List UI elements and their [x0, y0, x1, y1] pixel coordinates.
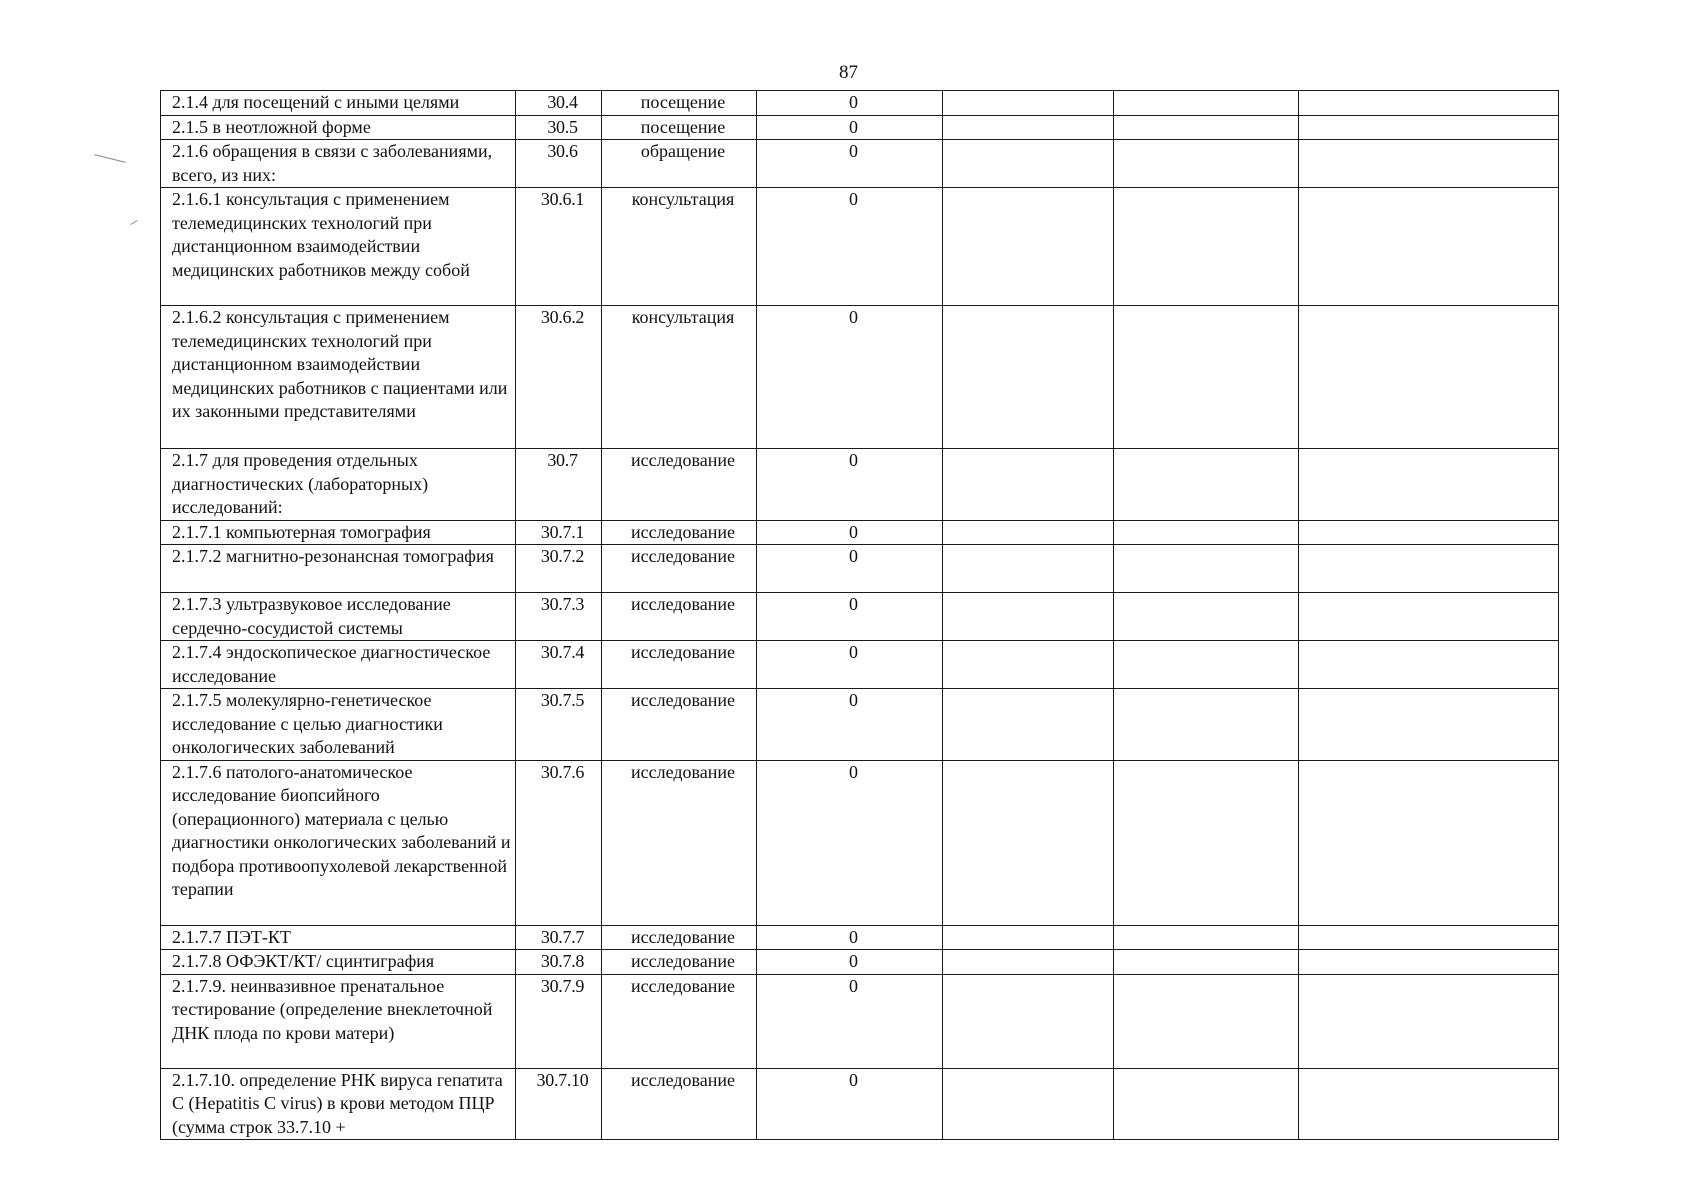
- row-unit-cell: исследование: [602, 593, 757, 641]
- row-unit-cell: исследование: [602, 950, 757, 975]
- empty-cell: [1299, 140, 1559, 188]
- row-value-cell: 0: [757, 449, 943, 521]
- row-value-cell: 0: [757, 520, 943, 545]
- scan-artifact-mark: [130, 220, 137, 225]
- empty-cell: [1299, 1068, 1559, 1140]
- row-code-cell: 30.7.7: [516, 925, 602, 950]
- row-name-cell: 2.1.7.7 ПЭТ-КТ: [161, 925, 516, 950]
- row-code-cell: 30.7.9: [516, 974, 602, 1068]
- empty-cell: [1114, 140, 1299, 188]
- row-unit-cell: исследование: [602, 545, 757, 593]
- empty-cell: [943, 1068, 1114, 1140]
- empty-cell: [1114, 593, 1299, 641]
- empty-cell: [1299, 925, 1559, 950]
- empty-cell: [1299, 545, 1559, 593]
- row-name-cell: 2.1.7.3 ультразвуковое исследование сердечно-сосудистой системы: [161, 593, 516, 641]
- row-value-cell: 0: [757, 925, 943, 950]
- row-code-cell: 30.7.4: [516, 641, 602, 689]
- row-unit-cell: консультация: [602, 188, 757, 306]
- empty-cell: [1114, 545, 1299, 593]
- row-name-cell: 2.1.7.1 компьютерная томография: [161, 520, 516, 545]
- row-value-cell: 0: [757, 188, 943, 306]
- empty-cell: [1114, 950, 1299, 975]
- row-code-cell: 30.4: [516, 91, 602, 116]
- empty-cell: [1114, 306, 1299, 449]
- row-name-cell: 2.1.6.2 консультация с применением телемедицинских технологий при дистанционном взаимодействии медицинских работников с пациентами или их законными представителями: [161, 306, 516, 449]
- row-name-cell: 2.1.6.1 консультация с применением телемедицинских технологий при дистанционном взаимодействии медицинских работников между собой: [161, 188, 516, 306]
- table-row: [161, 760, 1559, 925]
- row-value-cell: 0: [757, 91, 943, 116]
- table-row: [161, 140, 1559, 188]
- row-unit-cell: посещение: [602, 115, 757, 140]
- row-code-cell: 30.5: [516, 115, 602, 140]
- row-name-cell: 2.1.7.9. неинвазивное пренатальное тестирование (определение внеклеточной ДНК плода по крови матери): [161, 974, 516, 1068]
- empty-cell: [1114, 1068, 1299, 1140]
- empty-cell: [943, 974, 1114, 1068]
- row-unit-cell: исследование: [602, 641, 757, 689]
- row-unit-cell: исследование: [602, 449, 757, 521]
- empty-cell: [943, 760, 1114, 925]
- table-row: [161, 950, 1559, 975]
- empty-cell: [1299, 115, 1559, 140]
- empty-cell: [1299, 449, 1559, 521]
- empty-cell: [943, 950, 1114, 975]
- scan-artifact-mark: [94, 154, 125, 163]
- empty-cell: [943, 689, 1114, 761]
- empty-cell: [1114, 520, 1299, 545]
- row-unit-cell: исследование: [602, 1068, 757, 1140]
- row-value-cell: 0: [757, 545, 943, 593]
- empty-cell: [1299, 689, 1559, 761]
- table-row: [161, 115, 1559, 140]
- row-name-cell: 2.1.7.5 молекулярно-генетическое исследование с целью диагностики онкологических заболеваний: [161, 689, 516, 761]
- empty-cell: [1299, 760, 1559, 925]
- empty-cell: [943, 115, 1114, 140]
- row-value-cell: 0: [757, 950, 943, 975]
- empty-cell: [1299, 188, 1559, 306]
- empty-cell: [1114, 641, 1299, 689]
- row-name-cell: 2.1.7.8 ОФЭКТ/КТ/ сцинтиграфия: [161, 950, 516, 975]
- table-row: [161, 593, 1559, 641]
- empty-cell: [943, 188, 1114, 306]
- row-code-cell: 30.6.1: [516, 188, 602, 306]
- table-row: [161, 520, 1559, 545]
- table-row: [161, 641, 1559, 689]
- row-value-cell: 0: [757, 593, 943, 641]
- row-value-cell: 0: [757, 760, 943, 925]
- row-unit-cell: консультация: [602, 306, 757, 449]
- row-unit-cell: обращение: [602, 140, 757, 188]
- empty-cell: [943, 306, 1114, 449]
- row-name-cell: 2.1.7 для проведения отдельных диагностических (лабораторных) исследований:: [161, 449, 516, 521]
- row-name-cell: 2.1.7.2 магнитно-резонансная томография: [161, 545, 516, 593]
- row-value-cell: 0: [757, 641, 943, 689]
- empty-cell: [943, 140, 1114, 188]
- row-code-cell: 30.7.6: [516, 760, 602, 925]
- empty-cell: [1114, 925, 1299, 950]
- row-value-cell: 0: [757, 974, 943, 1068]
- row-value-cell: 0: [757, 1068, 943, 1140]
- row-code-cell: 30.7.2: [516, 545, 602, 593]
- empty-cell: [1114, 115, 1299, 140]
- empty-cell: [943, 545, 1114, 593]
- row-name-cell: 2.1.4 для посещений с иными целями: [161, 91, 516, 116]
- row-unit-cell: исследование: [602, 689, 757, 761]
- table-row: [161, 925, 1559, 950]
- row-name-cell: 2.1.7.10. определение РНК вируса гепатита С (Hepatitis C virus) в крови методом ПЦР (сумма строк 33.7.10 +: [161, 1068, 516, 1140]
- row-name-cell: 2.1.7.4 эндоскопическое диагностическое исследование: [161, 641, 516, 689]
- empty-cell: [1299, 641, 1559, 689]
- row-code-cell: 30.7.5: [516, 689, 602, 761]
- empty-cell: [943, 449, 1114, 521]
- table-row: [161, 545, 1559, 593]
- table-row: [161, 449, 1559, 521]
- row-code-cell: 30.7: [516, 449, 602, 521]
- empty-cell: [1114, 760, 1299, 925]
- page-number: 87: [839, 62, 858, 83]
- row-unit-cell: посещение: [602, 91, 757, 116]
- empty-cell: [1114, 974, 1299, 1068]
- row-code-cell: 30.7.3: [516, 593, 602, 641]
- empty-cell: [1299, 306, 1559, 449]
- empty-cell: [1114, 188, 1299, 306]
- row-value-cell: 0: [757, 689, 943, 761]
- row-code-cell: 30.7.10: [516, 1068, 602, 1140]
- row-unit-cell: исследование: [602, 974, 757, 1068]
- row-code-cell: 30.6.2: [516, 306, 602, 449]
- row-value-cell: 0: [757, 115, 943, 140]
- empty-cell: [1299, 91, 1559, 116]
- row-code-cell: 30.7.1: [516, 520, 602, 545]
- empty-cell: [943, 593, 1114, 641]
- empty-cell: [1299, 593, 1559, 641]
- empty-cell: [943, 641, 1114, 689]
- table-row: [161, 974, 1559, 1068]
- table-row: [161, 1068, 1559, 1140]
- empty-cell: [943, 925, 1114, 950]
- row-name-cell: 2.1.7.6 патолого-анатомическое исследование биопсийного (операционного) материала с целью диагностики онкологических заболеваний и подбора противоопухолевой лекарственной терапии: [161, 760, 516, 925]
- empty-cell: [1299, 950, 1559, 975]
- empty-cell: [943, 91, 1114, 116]
- row-value-cell: 0: [757, 140, 943, 188]
- empty-cell: [1114, 689, 1299, 761]
- row-code-cell: 30.6: [516, 140, 602, 188]
- row-code-cell: 30.7.8: [516, 950, 602, 975]
- table-row: [161, 306, 1559, 449]
- row-unit-cell: исследование: [602, 925, 757, 950]
- row-name-cell: 2.1.5 в неотложной форме: [161, 115, 516, 140]
- row-unit-cell: исследование: [602, 760, 757, 925]
- empty-cell: [1114, 91, 1299, 116]
- row-value-cell: 0: [757, 306, 943, 449]
- empty-cell: [1114, 449, 1299, 521]
- empty-cell: [943, 520, 1114, 545]
- empty-cell: [1299, 974, 1559, 1068]
- empty-cell: [1299, 520, 1559, 545]
- report-table: [160, 90, 1559, 1140]
- row-name-cell: 2.1.6 обращения в связи с заболеваниями, всего, из них:: [161, 140, 516, 188]
- table-row: [161, 188, 1559, 306]
- table-row: [161, 689, 1559, 761]
- row-unit-cell: исследование: [602, 520, 757, 545]
- table-row: [161, 91, 1559, 116]
